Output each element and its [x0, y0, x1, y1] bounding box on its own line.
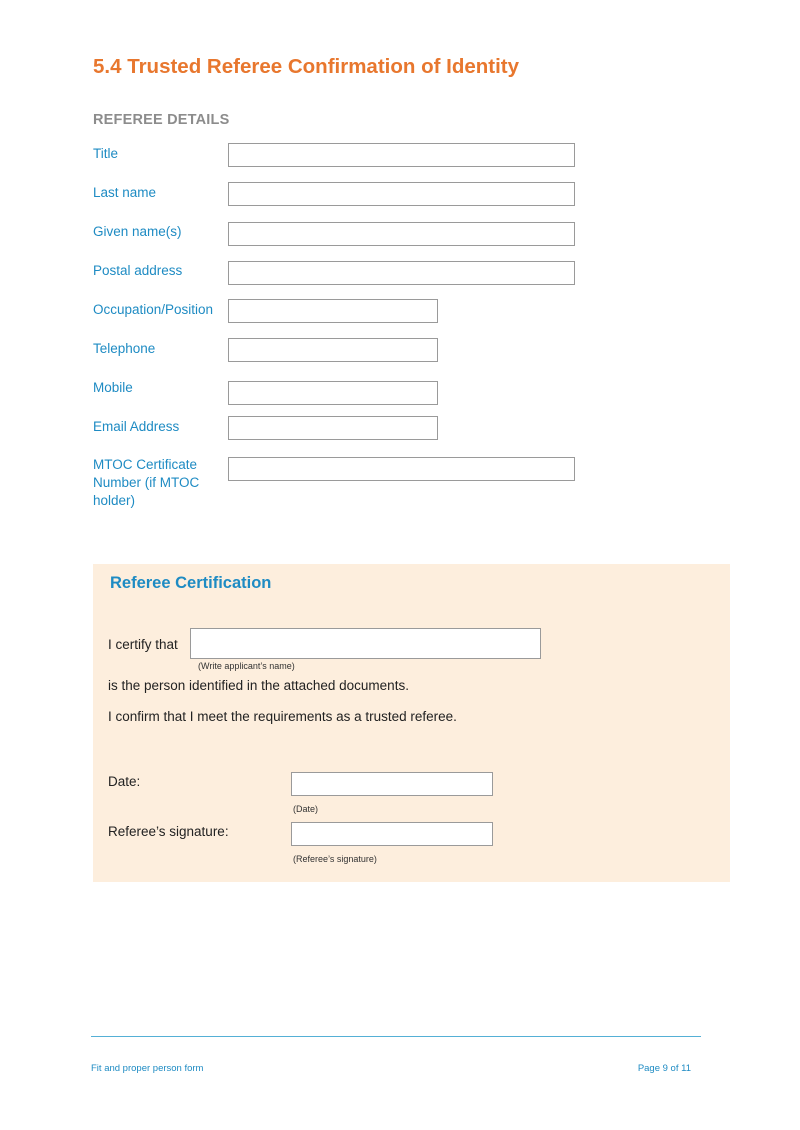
confirm-text: I confirm that I meet the requirements as a trusted referee.	[108, 709, 457, 724]
email-label: Email Address	[93, 419, 180, 434]
occupation-label: Occupation/Position	[93, 302, 214, 317]
date-field[interactable]	[291, 772, 493, 796]
referee-details-heading: REFEREE DETAILS	[93, 112, 230, 128]
mtoc-label-line-3: holder)	[93, 493, 136, 508]
signature-label: Referee’s signature:	[108, 824, 229, 839]
given-names-field[interactable]	[228, 222, 575, 246]
footer-divider	[91, 1036, 701, 1037]
mtoc-label	[93, 456, 199, 510]
mtoc-label-line-2: Number (if MTOC	[93, 475, 200, 490]
certify-prefix-text: I certify that	[108, 637, 178, 652]
last-name-field[interactable]	[228, 182, 575, 206]
last-name-label: Last name	[93, 185, 157, 200]
postal-address-field[interactable]	[228, 261, 575, 285]
date-caption: (Date)	[293, 804, 319, 814]
telephone-field[interactable]	[228, 338, 438, 362]
mtoc-label-line-1: MTOC Certificate	[93, 457, 198, 472]
page-title: 5.4 Trusted Referee Confirmation of Identity	[93, 55, 520, 78]
applicant-name-caption: (Write applicant’s name)	[198, 661, 295, 671]
title-field[interactable]	[228, 143, 575, 167]
given-names-label: Given name(s)	[93, 224, 182, 239]
mobile-field[interactable]	[228, 381, 438, 405]
footer-form-name: Fit and proper person form	[91, 1063, 204, 1074]
date-label: Date:	[108, 774, 141, 789]
mobile-label: Mobile	[93, 380, 133, 395]
signature-caption: (Referee’s signature)	[293, 854, 377, 864]
telephone-label: Telephone	[93, 341, 156, 356]
identified-text: is the person identified in the attached documents.	[108, 678, 409, 693]
mtoc-number-field[interactable]	[228, 457, 575, 481]
signature-field[interactable]	[291, 822, 493, 846]
postal-address-label: Postal address	[93, 263, 183, 278]
applicant-name-field[interactable]	[190, 628, 541, 659]
occupation-field[interactable]	[228, 299, 438, 323]
certification-heading: Referee Certification	[110, 574, 272, 592]
title-label: Title	[93, 146, 119, 161]
footer-page-number: Page 9 of 11	[637, 1063, 691, 1074]
email-field[interactable]	[228, 416, 438, 440]
